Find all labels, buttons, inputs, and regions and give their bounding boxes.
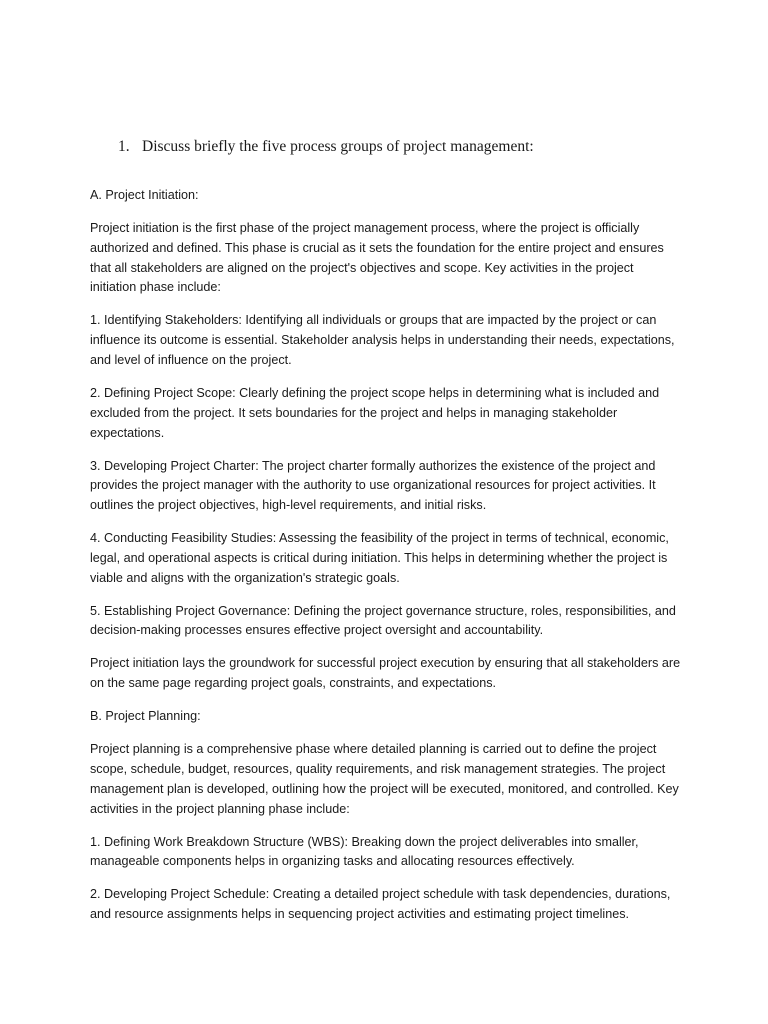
- initiation-item-3: 3. Developing Project Charter: The project charter formally authorizes the existence of the project and provides the project manager with the authority to use organizational resources for project activities. It outlines the project objectives, high-level requirements, and initial risks.: [90, 458, 656, 513]
- document-body: [90, 186, 682, 938]
- section-heading-initiation: A. Project Initiation:: [90, 188, 199, 202]
- initiation-conclusion-paragraph: Project initiation lays the groundwork for successful project execution by ensuring that all stakeholders are on the same page regarding project goals, constraints, and expectations.: [90, 656, 681, 691]
- question-heading: [118, 136, 718, 158]
- question-text: Discuss briefly the five process groups of project management:: [142, 138, 534, 155]
- section-heading-planning: B. Project Planning:: [90, 709, 201, 724]
- initiation-item-2: 2. Defining Project Scope: Clearly defining the project scope helps in determining what is included and excluded from the project. It sets boundaries for the project and helps in managing stakeholder expectations.: [90, 385, 660, 440]
- planning-item-1: 1. Defining Work Breakdown Structure (WBS): Breaking down the project deliverables into smaller, manageable components helps in organizing tasks and allocating resources effectively.: [90, 834, 639, 869]
- initiation-intro-paragraph: Project initiation is the first phase of the project management process, where the project is officially authorized and defined. This phase is crucial as it sets the foundation for the entire project and ensures that all stakeholders are aligned on the project's objectives and scope. Key activities in the project initiation phase include:: [90, 220, 664, 295]
- initiation-item-4: 4. Conducting Feasibility Studies: Assessing the feasibility of the project in terms of technical, economic, legal, and operational aspects is critical during initiation. This helps in determining whether the project is viable and aligns with the organization's strategic goals.: [90, 531, 669, 585]
- question-number: 1.: [118, 138, 130, 155]
- initiation-item-1: 1. Identifying Stakeholders: Identifying all individuals or groups that are impacted by the project or can influence its outcome is essential. Stakeholder analysis helps in understanding their needs, expectations, and level of influence on the project.: [90, 313, 675, 367]
- planning-item-2: 2. Developing Project Schedule: Creating a detailed project schedule with task dependencies, durations, and resource assignments helps in sequencing project activities and estimating project timelines.: [90, 887, 671, 922]
- planning-intro-paragraph: Project planning is a comprehensive phase where detailed planning is carried out to define the project scope, schedule, budget, resources, quality requirements, and risk management strategies. The project management plan is developed, outlining how the project will be executed, monitored, and controlled. Key activities in the project planning phase include:: [90, 742, 679, 816]
- initiation-item-5: 5. Establishing Project Governance: Defining the project governance structure, roles, responsibilities, and decision-making processes ensures effective project oversight and accountability.: [90, 603, 676, 638]
